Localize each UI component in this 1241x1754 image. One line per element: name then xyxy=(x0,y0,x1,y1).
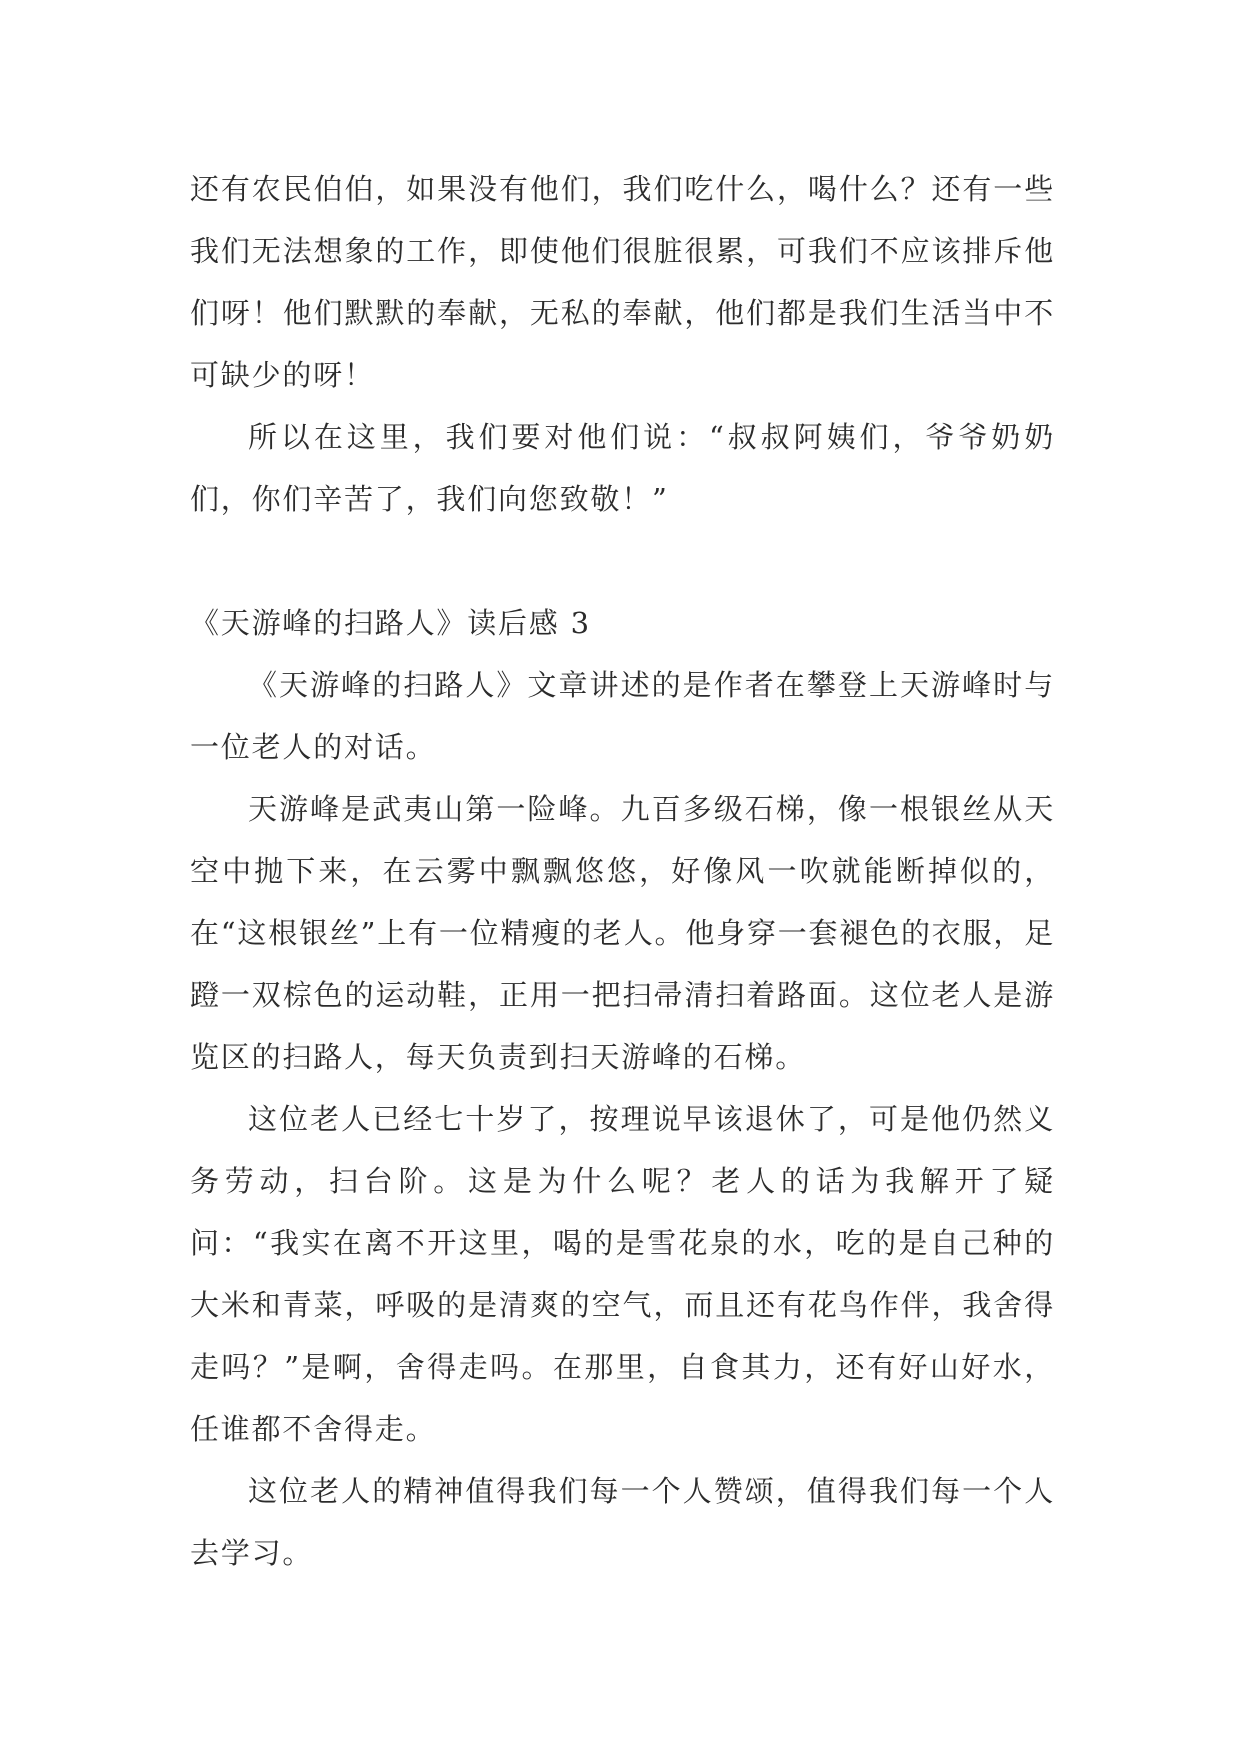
paragraph-farmers: 还有农民伯伯，如果没有他们，我们吃什么，喝什么？还有一些我们无法想象的工作，即使他们很脏很累，可我们不应该排斥他们呀！他们默默的奉献，无私的奉献，他们都是我们生活当中不可缺少的呀！ xyxy=(190,172,1055,392)
paragraph-salute: 所以在这里，我们要对他们说：“叔叔阿姨们，爷爷奶奶们，你们辛苦了，我们向您致敬！” xyxy=(190,420,1055,516)
section-spacer xyxy=(190,530,1055,592)
paragraph-conclusion: 这位老人的精神值得我们每一个人赞颂，值得我们每一个人去学习。 xyxy=(190,1474,1055,1570)
paragraph-tianyou-peak: 天游峰是武夷山第一险峰。九百多级石梯，像一根银丝从天空中抛下来，在云雾中飘飘悠悠，好像风一吹就能断掉似的，在“这根银丝”上有一位精瘦的老人。他身穿一套褪色的衣服，足蹬一双棕色的运动鞋，正用一把扫帚清扫着路面。这位老人是游览区的扫路人，每天负责到扫天游峰的石梯。 xyxy=(190,792,1055,1074)
document-body xyxy=(190,158,1055,1584)
section-title: 《天游峰的扫路人》读后感 3 xyxy=(190,606,591,640)
paragraph-old-man: 这位老人已经七十岁了，按理说早该退休了，可是他仍然义务劳动，扫台阶。这是为什么呢？老人的话为我解开了疑问：“我实在离不开这里，喝的是雪花泉的水，吃的是自己种的大米和青菜，呼吸的是清爽的空气，而且还有花鸟作伴，我舍得走吗？”是啊，舍得走吗。在那里，自食其力，还有好山好水，任谁都不舍得走。 xyxy=(190,1102,1055,1446)
paragraph-intro: 《天游峰的扫路人》文章讲述的是作者在攀登上天游峰时与一位老人的对话。 xyxy=(190,668,1055,764)
